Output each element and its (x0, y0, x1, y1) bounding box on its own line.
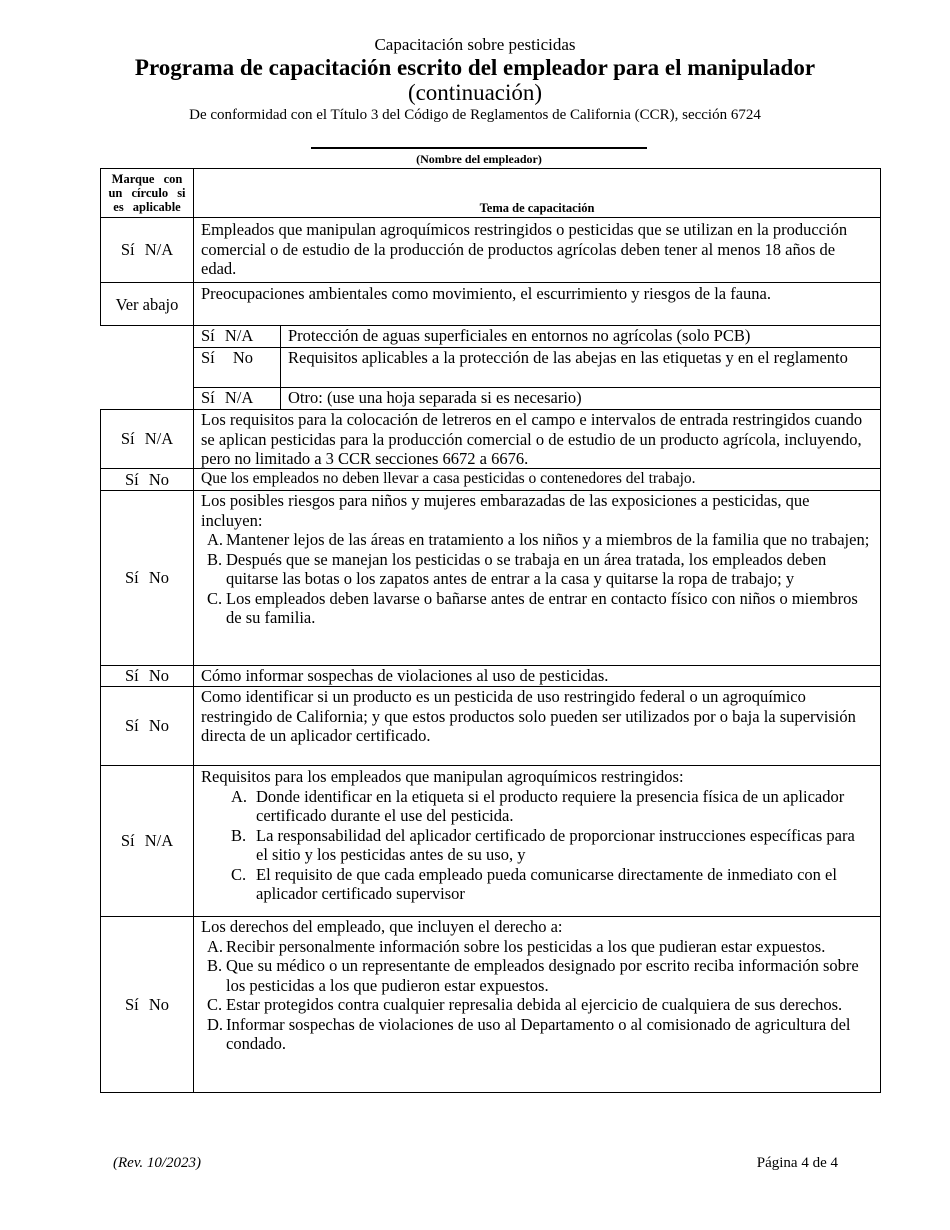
list-letter: B. (207, 956, 223, 975)
list-text: Después que se manejan los pesticidas o se trabaja en un área tratada, los empleados deben quitarse las botas o los zapatos antes de entrar a la casa y quitarse la ropa de trabajo; y (226, 549, 827, 588)
row-9-intro: Los derechos del empleado, que incluyen el derecho a: (201, 917, 563, 936)
form-subtitle: (continuación) (407, 80, 543, 105)
list-letter: B. (207, 549, 223, 569)
row-7-mark[interactable]: Sí No (100, 686, 194, 766)
list-text: Mantener lejos de las áreas en tratamiento a los niños y a miembros de la familia que no trabajen; (226, 530, 870, 549)
list-item (201, 995, 870, 1015)
row-6-mark[interactable]: Sí No (100, 665, 194, 687)
list-letter: D. (207, 1014, 224, 1034)
list-letter: C. (207, 995, 223, 1014)
sub-row-3-mark[interactable]: Sí N/A (193, 387, 281, 410)
col-header-applicable: Marque con un círculo si es aplicable (100, 168, 194, 218)
row-2-topic: Preocupaciones ambientales como movimiento, el escurrimiento y riesgos de la fauna. (193, 282, 881, 326)
list-text: Donde identificar en la etiqueta si el producto requiere la presencia física de un aplicador certificado durante el use del pesticida. (256, 786, 845, 825)
row-8-mark[interactable]: Sí N/A (100, 765, 194, 917)
list-item (201, 937, 870, 957)
col-header-topic: Tema de capacitación (193, 168, 881, 218)
sub-row-1-topic: Protección de aguas superficiales en entornos no agrícolas (solo PCB) (280, 325, 881, 348)
compliance-note: De conformidad con el Título 3 del Código de Reglamentos de California (CCR), sección 6724 (189, 107, 761, 123)
page-number: Página 4 de 4 (756, 1155, 838, 1171)
row-8-intro: Requisitos para los empleados que manipulan agroquímicos restringidos: (201, 767, 684, 786)
list-letter: A. (207, 530, 224, 549)
list-letter: A. (207, 936, 224, 956)
list-text: Informar sospechas de violaciones de uso al Departamento o al comisionado de agricultura del condado. (226, 1014, 851, 1053)
row-5-topic (193, 490, 881, 666)
row-5-mark[interactable]: Sí No (100, 490, 194, 666)
list-text: El requisito de que cada empleado pueda comunicarse directamente de inmediato con el aplicador certificado supervisor (256, 864, 837, 903)
row-3-mark[interactable]: Sí N/A (100, 409, 194, 469)
row-7-topic: Como identificar si un producto es un pesticida de uso restringido federal o un agroquímico restringido de California; y que estos productos solo pueden ser utilizados por o baja la supervisión directa de un aplicador certificado. (193, 686, 881, 766)
row-3-topic: Los requisitos para la colocación de letreros en el campo e intervalos de entrada restringidos cuando se aplican pesticidas para la producción comercial o de estudio de un producto agrícola, incluyendo, pero no limitado a 3 CCR secciones 6672 a 6676. (193, 409, 881, 469)
sub-row-3-topic: Otro: (use una hoja separada si es necesario) (280, 387, 881, 410)
list-item (201, 787, 870, 826)
row-4-mark[interactable]: Sí No (100, 468, 194, 491)
row-5-intro: Los posibles riesgos para niños y mujeres embarazadas de las exposiciones a pesticidas, que incluyen: (201, 491, 810, 530)
row-8-topic (193, 765, 881, 917)
list-item (201, 1015, 870, 1054)
row-9-topic (193, 916, 881, 1093)
list-item (201, 826, 870, 865)
sub-row-2-mark[interactable]: Sí No (193, 347, 281, 388)
list-text: Estar protegidos contra cualquier represalia debida al ejercicio de cualquiera de sus derechos. (226, 995, 843, 1014)
form-category: Capacitación sobre pesticidas (374, 35, 576, 54)
list-item (201, 589, 874, 628)
list-item (201, 865, 870, 904)
list-item (201, 550, 874, 589)
row-4-topic: Que los empleados no deben llevar a casa pesticidas o contenedores del trabajo. (193, 468, 881, 491)
list-letter: C. (207, 588, 223, 608)
list-letter: C. (231, 864, 247, 884)
list-text: Recibir personalmente información sobre los pesticidas a los que pudieran estar expuestos. (226, 936, 826, 956)
employer-name-label: (Nombre del empleador) (416, 152, 542, 166)
row-1-mark[interactable]: Sí N/A (100, 217, 194, 283)
employer-name-field[interactable] (311, 147, 647, 149)
sub-row-2-topic: Requisitos aplicables a la protección de las abejas en las etiquetas y en el reglamento (280, 347, 881, 388)
list-letter: B. (231, 825, 247, 845)
list-text: Los empleados deben lavarse o bañarse antes de entrar en contacto físico con niños o miembros de su familia. (226, 588, 858, 627)
row-9-mark[interactable]: Sí No (100, 916, 194, 1093)
list-text: Que su médico o un representante de empleados designado por escrito reciba información sobre los pesticidas a los que pudieron estar expuestos. (226, 956, 859, 995)
row-2-mark: Ver abajo (100, 282, 194, 326)
sub-row-1-mark[interactable]: Sí N/A (193, 325, 281, 348)
row-6-topic: Cómo informar sospechas de violaciones al uso de pesticidas. (193, 665, 881, 687)
revision-label: (Rev. 10/2023) (113, 1155, 202, 1171)
list-text: La responsabilidad del aplicador certificado de proporcionar instrucciones específicas para el sitio y los pesticidas antes de su uso, y (256, 825, 855, 864)
form-title: Programa de capacitación escrito del empleador para el manipulador (134, 55, 816, 80)
list-item (201, 530, 874, 550)
list-letter: A. (231, 786, 248, 806)
row-1-topic: Empleados que manipulan agroquímicos restringidos o pesticidas que se utilizan en la producción comercial o de estudio de la producción de productos agrícolas deben tener al menos 18 años de edad. (193, 217, 881, 283)
list-item (201, 956, 870, 995)
